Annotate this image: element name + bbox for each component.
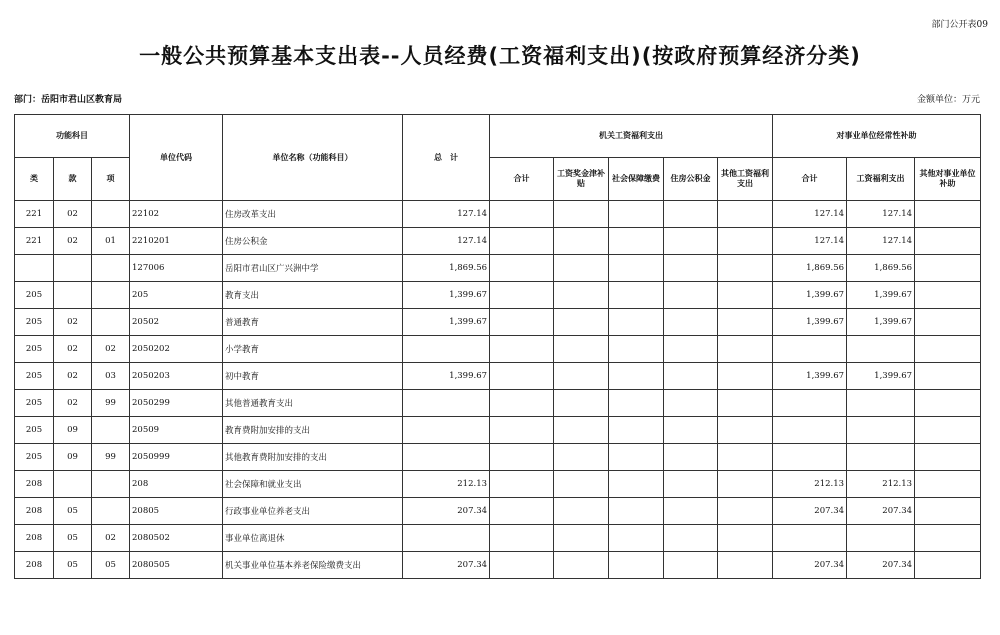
- cell-org-social: [609, 417, 664, 444]
- cell-org-social: [609, 336, 664, 363]
- cell-inst-subtotal: 1,399.67: [773, 363, 847, 390]
- cell-xiang: [92, 471, 130, 498]
- cell-org-salary: [554, 309, 609, 336]
- cell-org-social: [609, 552, 664, 579]
- inst-group-header: 对事业单位经常性补助: [773, 115, 981, 158]
- cell-inst-salary: [847, 525, 915, 552]
- cell-total: 1,399.67: [403, 309, 490, 336]
- inst-other-header: 其他对事业单位补助: [915, 158, 981, 201]
- cell-unit-code: 2050299: [130, 390, 223, 417]
- cell-xiang: 99: [92, 444, 130, 471]
- cell-org-subtotal: [490, 471, 554, 498]
- cell-org-social: [609, 282, 664, 309]
- cell-kuan: [54, 282, 92, 309]
- table-row: [15, 444, 981, 471]
- cell-total: 1,399.67: [403, 363, 490, 390]
- table-row: [15, 255, 981, 282]
- cell-kuan: 05: [54, 552, 92, 579]
- cell-kuan: 02: [54, 390, 92, 417]
- cell-kuan: 05: [54, 525, 92, 552]
- cell-xiang: 02: [92, 336, 130, 363]
- cell-xiang: 03: [92, 363, 130, 390]
- cell-org-subtotal: [490, 309, 554, 336]
- cell-org-social: [609, 201, 664, 228]
- cell-unit-name: 社会保障和就业支出: [223, 471, 403, 498]
- cell-kuan: 02: [54, 201, 92, 228]
- unit-code-header: 单位代码: [130, 115, 223, 201]
- cell-org-subtotal: [490, 390, 554, 417]
- cell-unit-code: 2080502: [130, 525, 223, 552]
- cell-org-social: [609, 228, 664, 255]
- func-subject-header: 功能科目: [15, 115, 130, 158]
- cell-kuan: 02: [54, 363, 92, 390]
- cell-inst-other: [915, 390, 981, 417]
- cell-xiang: 02: [92, 525, 130, 552]
- cell-org-other: [718, 363, 773, 390]
- cell-inst-other: [915, 228, 981, 255]
- cell-inst-subtotal: 127.14: [773, 201, 847, 228]
- cell-inst-salary: 1,869.56: [847, 255, 915, 282]
- cell-inst-other: [915, 336, 981, 363]
- cell-kuan: 02: [54, 309, 92, 336]
- table-row: [15, 363, 981, 390]
- cell-unit-name: 行政事业单位养老支出: [223, 498, 403, 525]
- cell-unit-name: 其他普通教育支出: [223, 390, 403, 417]
- cell-org-other: [718, 552, 773, 579]
- cell-org-salary: [554, 363, 609, 390]
- cell-inst-salary: [847, 390, 915, 417]
- cell-inst-subtotal: 207.34: [773, 552, 847, 579]
- inst-subtotal-header: 合计: [773, 158, 847, 201]
- cell-kuan: 09: [54, 417, 92, 444]
- cell-org-other: [718, 201, 773, 228]
- cell-inst-subtotal: 212.13: [773, 471, 847, 498]
- cell-unit-code: 2210201: [130, 228, 223, 255]
- cell-kuan: [54, 255, 92, 282]
- cell-inst-salary: 207.34: [847, 552, 915, 579]
- cell-org-subtotal: [490, 552, 554, 579]
- unit-name-header: 单位名称（功能科目）: [223, 115, 403, 201]
- table-row: [15, 336, 981, 363]
- inst-salary-header: 工资福利支出: [847, 158, 915, 201]
- org-subtotal-header: 合计: [490, 158, 554, 201]
- table-row: [15, 471, 981, 498]
- table-row: [15, 498, 981, 525]
- cell-org-housing: [664, 390, 718, 417]
- cell-xiang: [92, 498, 130, 525]
- cell-xiang: 99: [92, 390, 130, 417]
- cell-org-housing: [664, 282, 718, 309]
- cell-total: 127.14: [403, 228, 490, 255]
- cell-inst-salary: [847, 417, 915, 444]
- table-row: [15, 417, 981, 444]
- cell-lei: 221: [15, 228, 54, 255]
- total-header: 总 计: [403, 115, 490, 201]
- cell-org-social: [609, 444, 664, 471]
- cell-lei: 205: [15, 444, 54, 471]
- cell-org-housing: [664, 228, 718, 255]
- cell-unit-code: 2050203: [130, 363, 223, 390]
- cell-inst-subtotal: 127.14: [773, 228, 847, 255]
- cell-total: [403, 390, 490, 417]
- cell-org-social: [609, 255, 664, 282]
- org-social-header: 社会保障缴费: [609, 158, 664, 201]
- cell-org-housing: [664, 498, 718, 525]
- cell-org-salary: [554, 255, 609, 282]
- org-other-header: 其他工资福利支出: [718, 158, 773, 201]
- cell-org-other: [718, 282, 773, 309]
- cell-inst-subtotal: [773, 444, 847, 471]
- cell-kuan: 02: [54, 228, 92, 255]
- cell-org-other: [718, 390, 773, 417]
- cell-inst-subtotal: 1,869.56: [773, 255, 847, 282]
- cell-org-other: [718, 255, 773, 282]
- cell-lei: 208: [15, 552, 54, 579]
- budget-table: [14, 114, 981, 579]
- table-row: [15, 525, 981, 552]
- cell-unit-name: 住房公积金: [223, 228, 403, 255]
- cell-unit-code: 2080505: [130, 552, 223, 579]
- cell-lei: 208: [15, 525, 54, 552]
- cell-unit-name: 住房改革支出: [223, 201, 403, 228]
- department-label: 部门：岳阳市君山区教育局: [14, 95, 123, 105]
- cell-lei: 208: [15, 471, 54, 498]
- cell-inst-other: [915, 417, 981, 444]
- cell-lei: 205: [15, 309, 54, 336]
- cell-org-other: [718, 525, 773, 552]
- org-salary-header: 工资奖金津补贴: [554, 158, 609, 201]
- cell-inst-other: [915, 525, 981, 552]
- cell-org-subtotal: [490, 417, 554, 444]
- cell-inst-salary: 207.34: [847, 498, 915, 525]
- cell-inst-salary: 1,399.67: [847, 309, 915, 336]
- cell-inst-salary: 127.14: [847, 228, 915, 255]
- cell-org-other: [718, 498, 773, 525]
- cell-unit-code: 2050202: [130, 336, 223, 363]
- table-row: [15, 201, 981, 228]
- cell-org-other: [718, 444, 773, 471]
- cell-org-housing: [664, 336, 718, 363]
- cell-org-other: [718, 309, 773, 336]
- cell-total: 1,869.56: [403, 255, 490, 282]
- cell-inst-salary: 127.14: [847, 201, 915, 228]
- xiang-header: 项: [92, 158, 130, 201]
- cell-org-housing: [664, 201, 718, 228]
- cell-total: 207.34: [403, 552, 490, 579]
- cell-org-housing: [664, 255, 718, 282]
- cell-unit-code: 22102: [130, 201, 223, 228]
- cell-inst-subtotal: [773, 390, 847, 417]
- cell-org-social: [609, 390, 664, 417]
- cell-lei: 205: [15, 390, 54, 417]
- cell-inst-salary: [847, 444, 915, 471]
- cell-org-salary: [554, 228, 609, 255]
- cell-lei: 205: [15, 363, 54, 390]
- cell-org-subtotal: [490, 444, 554, 471]
- cell-inst-subtotal: [773, 336, 847, 363]
- cell-unit-name: 事业单位离退休: [223, 525, 403, 552]
- cell-unit-code: 208: [130, 471, 223, 498]
- cell-unit-name: 初中教育: [223, 363, 403, 390]
- cell-org-housing: [664, 363, 718, 390]
- cell-org-housing: [664, 471, 718, 498]
- cell-inst-other: [915, 444, 981, 471]
- table-row: [15, 282, 981, 309]
- cell-org-salary: [554, 552, 609, 579]
- cell-org-other: [718, 471, 773, 498]
- cell-org-subtotal: [490, 363, 554, 390]
- cell-org-housing: [664, 444, 718, 471]
- cell-lei: 205: [15, 282, 54, 309]
- cell-lei: 205: [15, 417, 54, 444]
- cell-org-subtotal: [490, 498, 554, 525]
- cell-total: 207.34: [403, 498, 490, 525]
- cell-org-salary: [554, 201, 609, 228]
- cell-unit-name: 教育支出: [223, 282, 403, 309]
- cell-unit-code: 2050999: [130, 444, 223, 471]
- table-row: [15, 390, 981, 417]
- table-row: [15, 228, 981, 255]
- cell-org-subtotal: [490, 228, 554, 255]
- cell-unit-name: 普通教育: [223, 309, 403, 336]
- cell-unit-name: 小学教育: [223, 336, 403, 363]
- cell-org-subtotal: [490, 525, 554, 552]
- cell-unit-code: 20502: [130, 309, 223, 336]
- cell-org-social: [609, 309, 664, 336]
- cell-inst-subtotal: 1,399.67: [773, 309, 847, 336]
- cell-lei: 221: [15, 201, 54, 228]
- cell-total: [403, 417, 490, 444]
- cell-total: 212.13: [403, 471, 490, 498]
- org-housing-header: 住房公积金: [664, 158, 718, 201]
- cell-org-social: [609, 471, 664, 498]
- cell-inst-salary: 212.13: [847, 471, 915, 498]
- cell-inst-salary: 1,399.67: [847, 363, 915, 390]
- cell-kuan: 02: [54, 336, 92, 363]
- cell-unit-name: 机关事业单位基本养老保险缴费支出: [223, 552, 403, 579]
- cell-inst-other: [915, 498, 981, 525]
- cell-org-housing: [664, 525, 718, 552]
- cell-lei: 205: [15, 336, 54, 363]
- cell-total: 127.14: [403, 201, 490, 228]
- cell-xiang: [92, 417, 130, 444]
- cell-inst-other: [915, 201, 981, 228]
- cell-inst-other: [915, 255, 981, 282]
- cell-lei: [15, 255, 54, 282]
- table-row: [15, 309, 981, 336]
- cell-org-subtotal: [490, 255, 554, 282]
- cell-inst-other: [915, 309, 981, 336]
- cell-inst-subtotal: 207.34: [773, 498, 847, 525]
- cell-kuan: [54, 471, 92, 498]
- cell-total: [403, 336, 490, 363]
- cell-org-salary: [554, 282, 609, 309]
- cell-org-social: [609, 525, 664, 552]
- cell-unit-name: 其他教育费附加安排的支出: [223, 444, 403, 471]
- cell-org-social: [609, 363, 664, 390]
- cell-org-social: [609, 498, 664, 525]
- cell-total: [403, 444, 490, 471]
- org-group-header: 机关工资福利支出: [490, 115, 773, 158]
- kuan-header: 款: [54, 158, 92, 201]
- cell-xiang: [92, 309, 130, 336]
- cell-org-salary: [554, 525, 609, 552]
- cell-org-housing: [664, 309, 718, 336]
- cell-inst-subtotal: [773, 417, 847, 444]
- cell-xiang: 01: [92, 228, 130, 255]
- cell-org-subtotal: [490, 201, 554, 228]
- cell-xiang: [92, 282, 130, 309]
- cell-inst-other: [915, 282, 981, 309]
- cell-inst-salary: [847, 336, 915, 363]
- cell-org-salary: [554, 444, 609, 471]
- cell-org-subtotal: [490, 336, 554, 363]
- cell-org-subtotal: [490, 282, 554, 309]
- cell-unit-code: 20805: [130, 498, 223, 525]
- table-row: [15, 552, 981, 579]
- cell-unit-name: 岳阳市君山区广兴洲中学: [223, 255, 403, 282]
- cell-kuan: 09: [54, 444, 92, 471]
- cell-unit-code: 205: [130, 282, 223, 309]
- cell-inst-other: [915, 471, 981, 498]
- cell-kuan: 05: [54, 498, 92, 525]
- cell-inst-subtotal: 1,399.67: [773, 282, 847, 309]
- cell-org-housing: [664, 552, 718, 579]
- cell-unit-name: 教育费附加安排的支出: [223, 417, 403, 444]
- cell-inst-subtotal: [773, 525, 847, 552]
- cell-total: [403, 525, 490, 552]
- cell-lei: 208: [15, 498, 54, 525]
- page-title: 一般公共预算基本支出表--人员经费(工资福利支出)(按政府预算经济分类): [139, 44, 861, 68]
- cell-xiang: [92, 255, 130, 282]
- cell-org-other: [718, 336, 773, 363]
- cell-org-salary: [554, 336, 609, 363]
- cell-org-other: [718, 228, 773, 255]
- cell-org-salary: [554, 390, 609, 417]
- cell-xiang: 05: [92, 552, 130, 579]
- cell-inst-other: [915, 363, 981, 390]
- cell-total: 1,399.67: [403, 282, 490, 309]
- cell-org-housing: [664, 417, 718, 444]
- cell-org-salary: [554, 498, 609, 525]
- amount-unit-label: 金额单位：万元: [916, 95, 980, 105]
- cell-xiang: [92, 201, 130, 228]
- cell-org-salary: [554, 471, 609, 498]
- cell-unit-code: 20509: [130, 417, 223, 444]
- cell-inst-salary: 1,399.67: [847, 282, 915, 309]
- cell-org-other: [718, 417, 773, 444]
- cell-inst-other: [915, 552, 981, 579]
- lei-header: 类: [15, 158, 54, 201]
- cell-unit-code: 127006: [130, 255, 223, 282]
- cell-org-salary: [554, 417, 609, 444]
- form-number: 部门公开表09: [931, 20, 988, 30]
